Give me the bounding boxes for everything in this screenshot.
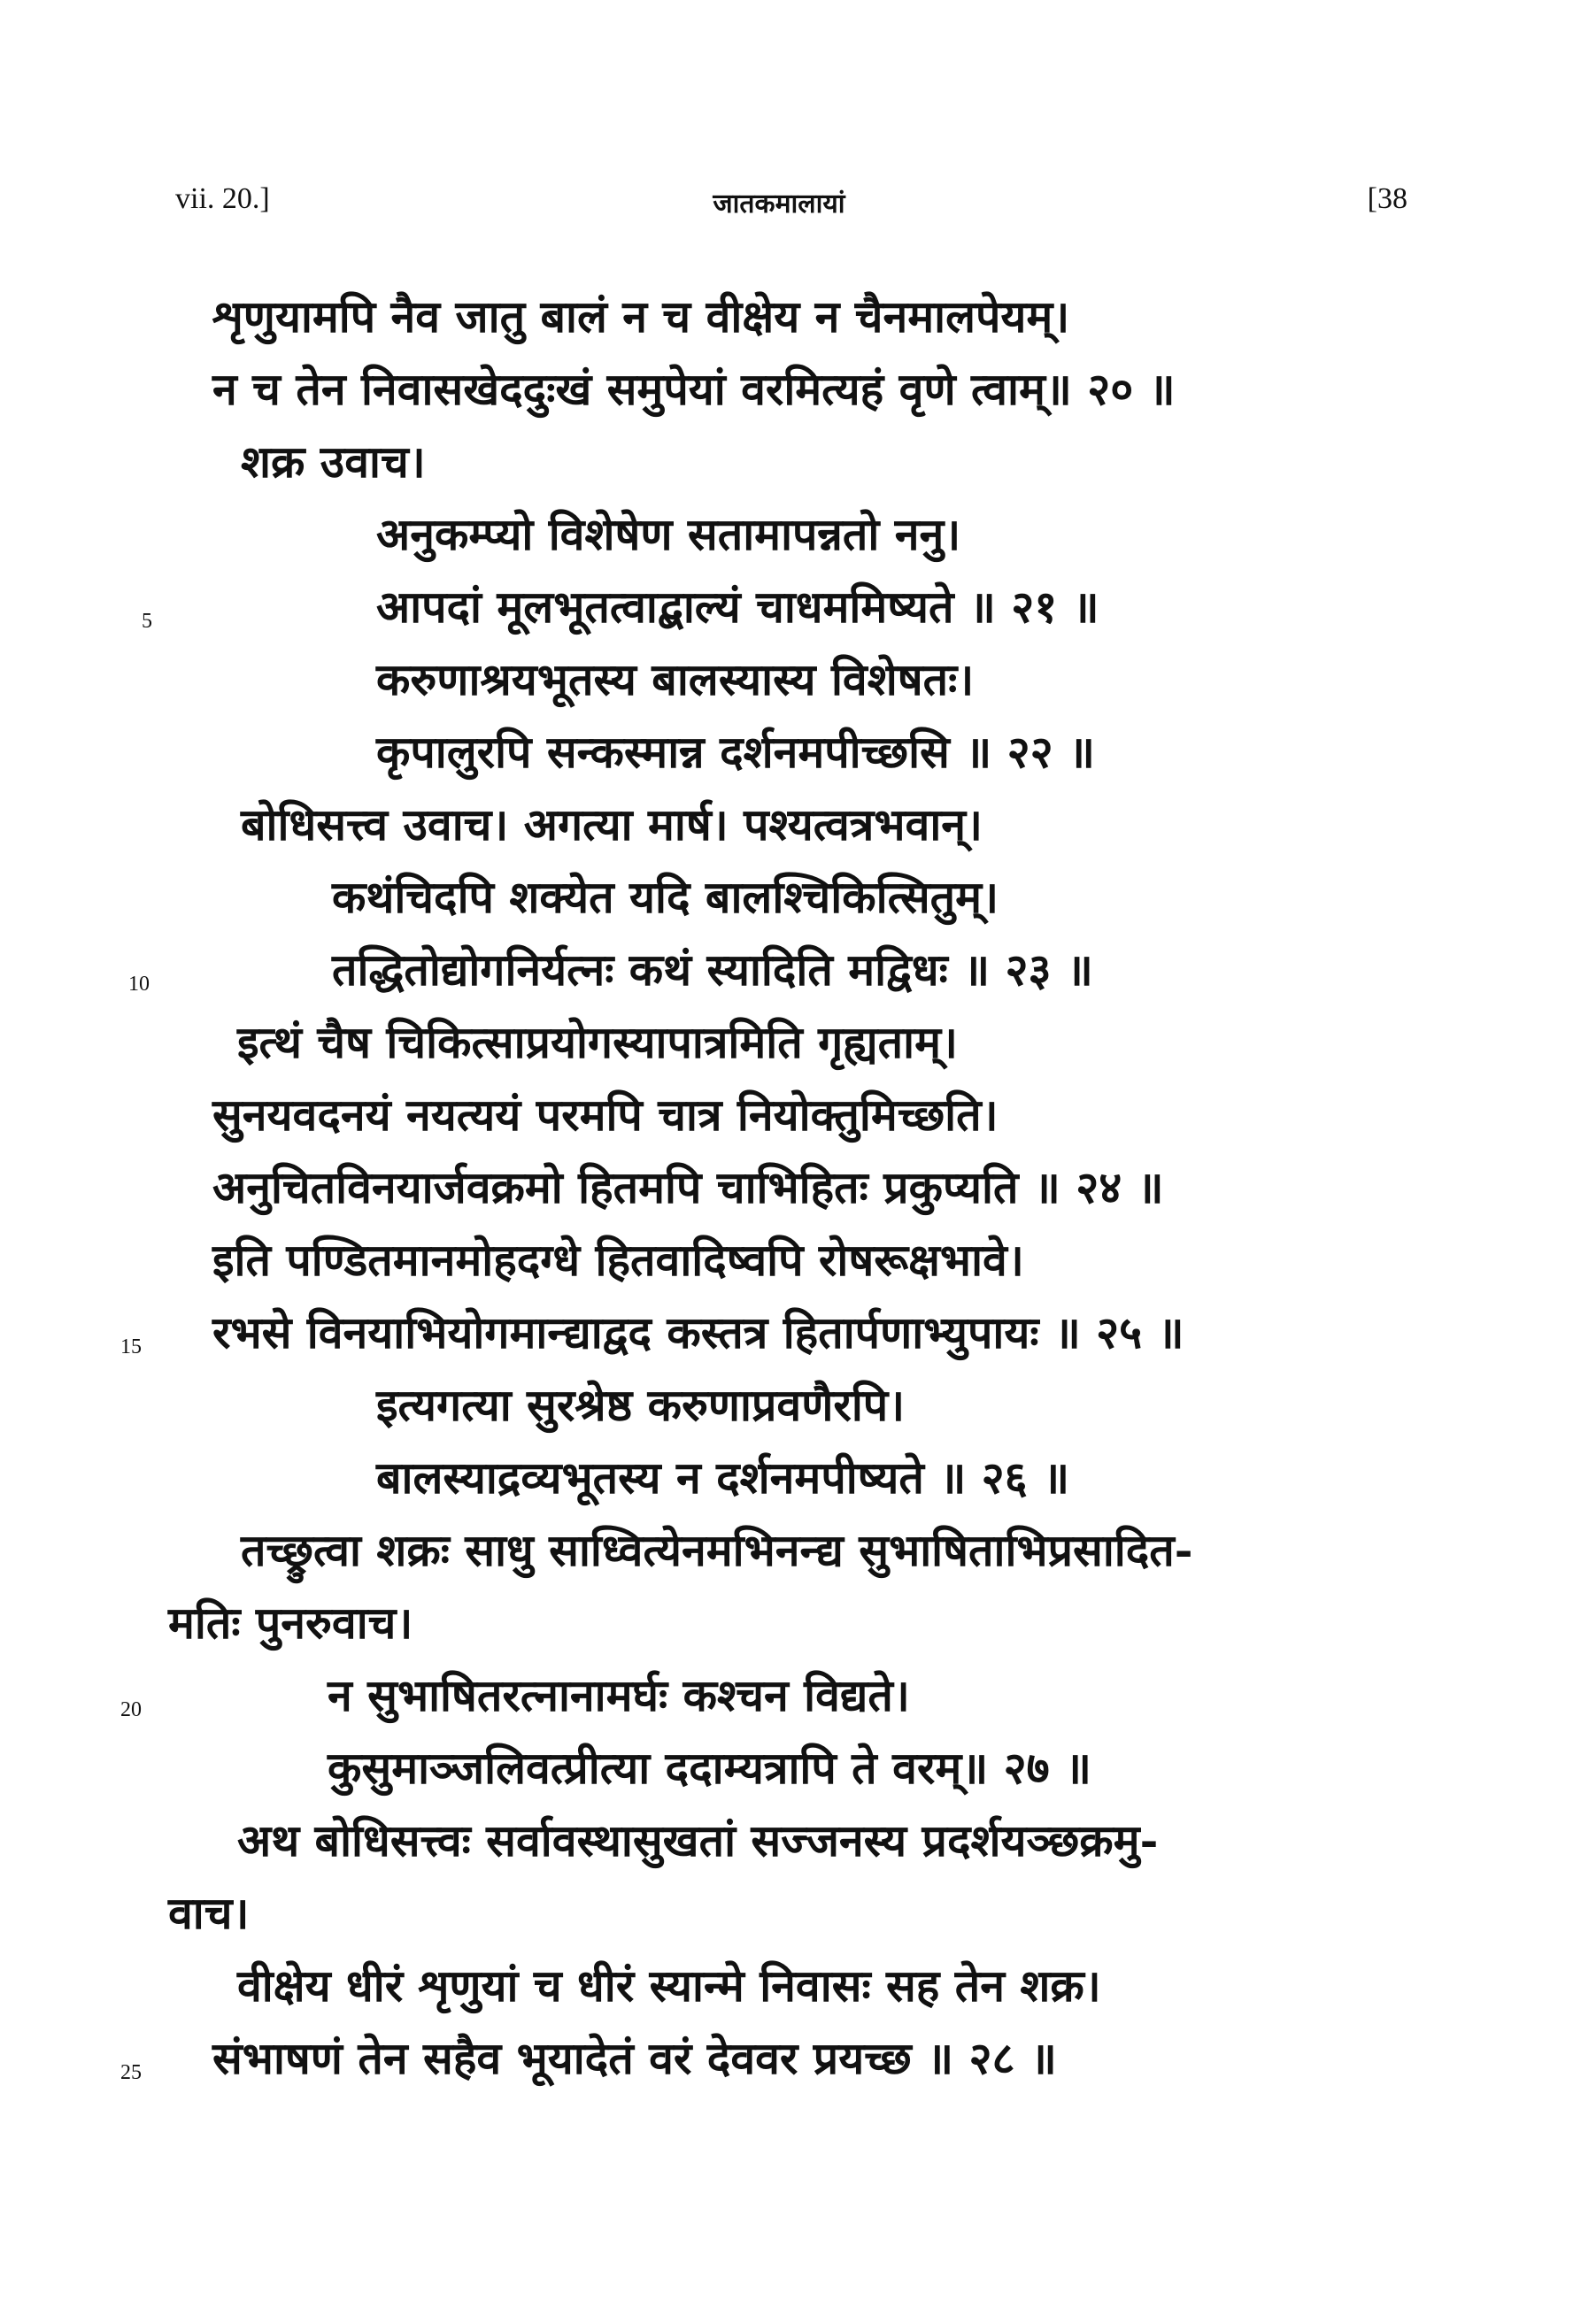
text-line-18: तच्छ्रुत्वा शक्रः साधु साध्वित्येनमभिनन्द्य सुभाषिताभिप्रसादित- [241, 1524, 1193, 1576]
text-line-5: आपदां मूलभूतत्वाद्बाल्यं चाधममिष्यते ॥ २१ ॥ [376, 581, 1099, 633]
text-line-4: अनुकम्प्यो विशेषेण सतामापन्नतो ननु। [376, 508, 961, 560]
text-line-1: शृणुयामपि नैव जातु बालं न च वीक्षेय न चैनमालपेयम्। [212, 290, 1070, 342]
text-line-7: कृपालुरपि सन्कस्मान्न दर्शनमपीच्छसि ॥ २२ ॥ [376, 726, 1095, 778]
text-line-10: तद्धितोद्योगनिर्यत्नः कथं स्यादिति मद्विधः ॥ २३ ॥ [332, 943, 1093, 996]
text-line-11: इत्थं चैष चिकित्साप्रयोगस्यापात्रमिति गृह्यताम्। [237, 1016, 958, 1068]
line-number-10: 10 [128, 973, 150, 996]
line-number-25: 25 [120, 2061, 142, 2084]
text-line-21: कुसुमाञ्जलिवत्प्रीत्या ददाम्यत्रापि ते वरम्॥ २७ ॥ [328, 1742, 1091, 1794]
text-line-23: वाच। [168, 1887, 250, 1939]
line-number-5: 5 [142, 610, 152, 633]
text-line-16: इत्यगत्या सुरश्रेष्ठ करुणाप्रवणैरपि। [376, 1379, 906, 1431]
chapter-verse-reference: vii. 20.] [175, 182, 270, 215]
text-line-19: मतिः पुनरुवाच। [168, 1597, 413, 1649]
text-line-12: सुनयवदनयं नयत्ययं परमपि चात्र नियोक्तुमिच्छति। [212, 1089, 999, 1141]
line-number-20: 20 [120, 1698, 142, 1721]
text-line-6: करुणाश्रयभूतस्य बालस्यास्य विशेषतः। [376, 653, 975, 705]
running-header [0, 182, 1581, 227]
page-number: [38 [1367, 182, 1407, 215]
text-line-2: न च तेन निवासखेददुःखं समुपेयां वरमित्यहं वृणे त्वाम्॥ २० ॥ [212, 363, 1176, 415]
line-number-15: 15 [120, 1335, 142, 1358]
text-line-17: बालस्याद्रव्यभूतस्य न दर्शनमपीष्यते ॥ २६ ॥ [376, 1451, 1070, 1504]
text-line-24: वीक्षेय धीरं शृणुयां च धीरं स्यान्मे निवासः सह तेन शक्र। [237, 1959, 1101, 2012]
text-line-15: रभसे विनयाभियोगमान्द्याद्वद कस्तत्र हितार्पणाभ्युपायः ॥ २५ ॥ [212, 1306, 1184, 1358]
text-line-22: अथ बोधिसत्त्वः सर्वावस्थासुखतां सज्जनस्य प्रदर्शयञ्छक्रमु- [237, 1814, 1159, 1866]
text-line-3: शक्र उवाच। [241, 435, 426, 488]
text-line-13: अनुचितविनयार्जवक्रमो हितमपि चाभिहितः प्रकुप्यति ॥ २४ ॥ [212, 1161, 1164, 1213]
text-line-20: न सुभाषितरत्नानामर्घः कश्चन विद्यते। [328, 1669, 910, 1721]
text-line-8: बोधिसत्त्व उवाच। अगत्या मार्ष। पश्यत्वत्रभवान्। [241, 798, 983, 850]
text-line-9: कथंचिदपि शक्येत यदि बालश्चिकित्सितुम्। [332, 871, 999, 923]
text-line-14: इति पण्डितमानमोहदग्धे हितवादिष्वपि रोषरूक्षभावे। [212, 1234, 1024, 1286]
text-line-25: संभाषणं तेन सहैव भूयादेतं वरं देववर प्रयच्छ ॥ २८ ॥ [212, 2032, 1057, 2084]
running-title: जातकमालायां [713, 189, 845, 219]
